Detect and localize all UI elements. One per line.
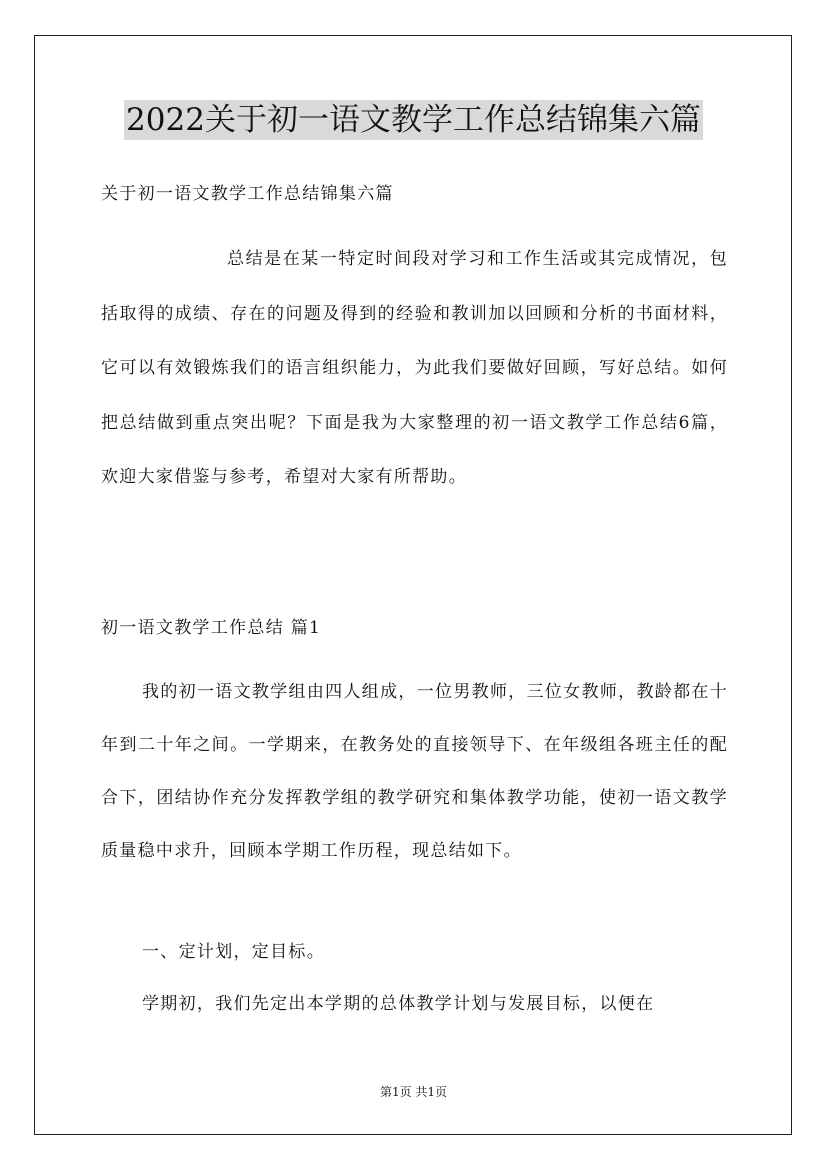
page-indicator: 第1页 共1页 [379,1085,448,1099]
body-paragraph-2: 学期初，我们先定出本学期的总体教学计划与发展目标，以便在 [142,994,655,1014]
document-title: 2022关于初一语文教学工作总结锦集六篇 [126,102,701,138]
document-subtitle: 关于初一语文教学工作总结锦集六篇 [101,184,394,204]
title-container [0,100,827,140]
body-paragraph-1: 我的初一语文教学组由四人组成，一位男教师，三位女教师，教龄都在十年到二十年之间。一学期来，在教务处的直接领导下、在年级组各班主任的配合下，团结协作充分发挥教学组的教学研究和集体教学功能，使初一语文教学质量稳中求升，回顾本学期工作历程，现总结如下。 [101,682,728,861]
subheading-1: 一、定计划，定目标。 [142,942,325,962]
intro-paragraph: 总结是在某一特定时间段对学习和工作生活或其完成情况，包括取得的成绩、存在的问题及得到的经验和教训加以回顾和分析的书面材料，它可以有效锻炼我们的语言组织能力，为此我们要做好回顾，写好总结。如何把总结做到重点突出呢？下面是我为大家整理的初一语文教学工作总结6篇，欢迎大家借鉴与参考，希望对大家有所帮助。 [101,249,728,487]
page-footer [0,1082,827,1102]
section-heading: 初一语文教学工作总结 篇1 [101,618,322,638]
